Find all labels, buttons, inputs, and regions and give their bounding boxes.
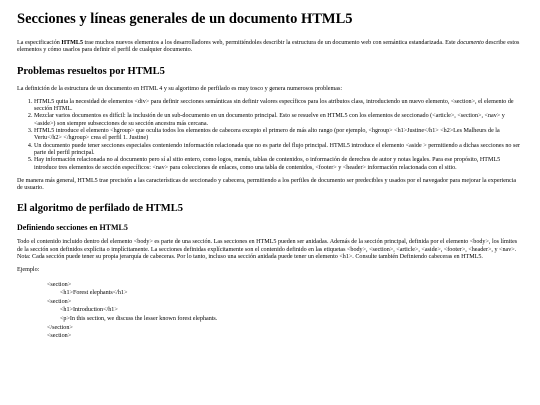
intro-bold-html5: HTML5 <box>61 40 83 46</box>
section-heading-algorithm: El algoritmo de perfilado de HTML5 <box>17 203 183 215</box>
problem-item-4: 4. Un documento puede tener secciones especiales conteniendo información relacionada que no es parte del flujo principal. HTML5 introduce el elemento <aside > permitiendo a dichas secciones no ser parte del perfil principal. <box>34 143 523 158</box>
problem-item-1: 1. HTML5 quita la necesidad de elementos <div> para definir secciones semánticas sin definir valores específicos para los atributos class, introduciendo un nuevo elemento, <section>, el elemento de sección HTML. <box>34 99 523 114</box>
subsection-heading-defining-sections: Definiendo secciones en HTML5 <box>17 223 128 233</box>
intro-text-start: La especificación <box>17 40 62 46</box>
code-line: <h1>Introduction</h1> <box>60 307 118 314</box>
problem-item-2: 2. Mezclar varios documentos es difícil: la inclusión de un sub-documento en un documento principal. Esto se resuelve en HTML5 con los elementos de seccionado (<article>, <section>, <nav> y <aside>) son siempre subsecciones de su sección ancestra más cercana. <box>34 113 523 128</box>
intro-text-middle: trae muchos nuevos elementos a los desarrolladores web, permitiéndoles describir la estructura de un documento web con semántica estandarizada. Este <box>83 40 458 46</box>
problem-item-5: 5. Hay información relacionada no al documento pero sí al sitio entero, como logos, menús, tablas de contenidos, o información de derechos de autor y notas legales. Para ese propósito, HTML5 introduce tres elementos de sección específicos: <nav> para colecciones de enlaces, como una tabla de contenidos, <footer> y <header> información relacionada con el sitio. <box>34 157 523 172</box>
code-line: <p>In this section, we discuss the lesser known forest elephants. <box>60 316 218 323</box>
example-label: Ejemplo: <box>17 267 40 274</box>
intro-paragraph <box>17 40 523 55</box>
problems-lead-paragraph: La definición de la estructura de un documento en HTML 4 y su algoritmo de perfilado es muy tosco y genera numerosos problemas: <box>17 85 343 92</box>
code-example <box>17 281 523 341</box>
intro-text-end: describe estos elementos y cómo usarlos para definir el perfil de cualquier documento. <box>17 40 520 54</box>
section-heading-problems: Problemas resueltos por HTML5 <box>17 65 165 77</box>
code-line: <section> <box>47 298 72 305</box>
code-line: <h1>Forest elephants</h1> <box>60 290 128 297</box>
problems-closing-paragraph: De manera más general, HTML5 trae precisión a las características de seccionado y cabecera, permitiendo a los perfiles de documento ser predecibles y usados por el navegador para mejorar la experiencia de usuario. <box>17 177 517 192</box>
sections-paragraph: Todo el contenido incluido dentro del elemento <body> es parte de una sección. Las secciones en HTML5 pueden ser anidadas. Además de la sección principal, definida por el elemento <body>, los límites de la sección son definidos explícita o implícitamente. La secciones definidas explícitamente son el contenido definido en las etiquetas <body>, <section>, <article>, <aside>, <footer>, <header>, y <nav>. Nota: Cada sección puede tener su propia jerarquía de cabeceras. Por lo tanto, incluso una sección anidada puede tener un elemento <h1>. Consulte también Definiendo cabeceras en HTML5. <box>17 239 518 261</box>
page-title: Secciones y líneas generales de un documento HTML5 <box>17 11 353 27</box>
code-line: <section> <box>47 333 72 340</box>
code-line: <section> <box>47 281 72 288</box>
problem-item-3: 3. HTML5 introduce el elemento <hgroup> que oculta todos los elementos de cabecera excepto el primero de más alto rango (por ejemplo, <hgroup> <h1>Justine</h1> <h2>Les Malheurs de la Vertu</h2> </hgroup> crea el perfil 1. Justine) <box>34 128 523 143</box>
problems-list <box>17 99 523 172</box>
code-line: </section> <box>47 324 73 331</box>
intro-italic-documento: documento <box>457 40 484 46</box>
